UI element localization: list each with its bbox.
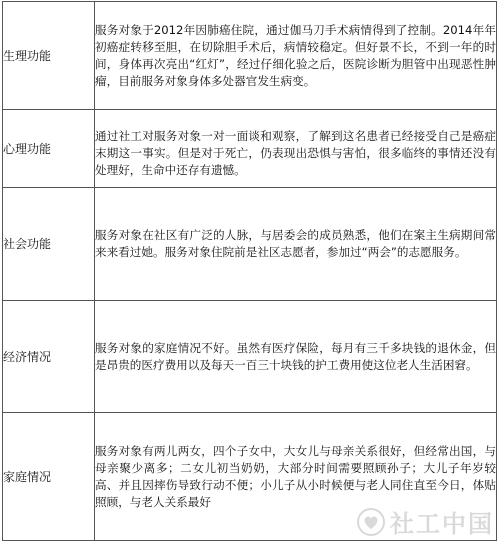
watermark bbox=[356, 504, 494, 539]
row-label-family: 家庭情况 bbox=[3, 413, 95, 541]
row-label-social: 社会功能 bbox=[3, 188, 95, 301]
row-content-psychological: 通过社工对服务对象一对一面谈和观察，了解到这名患者已经接受自己是癌症末期这一事实。但是对于死亡，仍表现出恐惧与害怕，很多临终的事情还没有处理好，生命中还存有遗憾。 bbox=[95, 110, 497, 188]
row-label-physiological: 生理功能 bbox=[3, 2, 95, 110]
row-content-social: 服务对象在社区有广泛的人脉，与居委会的成员熟悉，他们在案主生病期间常来来看过她。服务对象住院前是社区志愿者，参加过“两会”的志愿服务。 bbox=[95, 188, 497, 301]
watermark-heart-icon bbox=[356, 507, 386, 537]
row-content-economic: 服务对象的家庭情况不好。虽然有医疗保险，每月有三千多块钱的退休金，但是昂贵的医疗费用以及每天一百三十块钱的护工费用使这位老人生活困窘。 bbox=[95, 301, 497, 413]
row-label-psychological: 心理功能 bbox=[3, 110, 95, 188]
table-row-psychological bbox=[3, 110, 497, 188]
table-row-economic bbox=[3, 301, 497, 413]
table-row-physiological bbox=[3, 2, 497, 110]
assessment-table bbox=[2, 1, 497, 541]
row-content-physiological: 服务对象于2012年因肺癌住院，通过伽马刀手术病情得到了控制。2014年年初癌症转移至胆，在切除胆手术后，病情较稳定。但好景不长，不到一年的时间，身体再次亮出“红灯”，经过仔细化验之后，医院诊断为胆管中出现恶性肿瘤，目前服务对象身体多处器官发生病变。 bbox=[95, 2, 497, 110]
row-content-family: 服务对象有两儿两女，四个子女中，大女儿与母亲关系很好，但经常出国，与母亲聚少离多；二女儿初当奶奶，大部分时间需要照顾孙子；大儿子年岁较高、并且因摔伤导致行动不便；小儿子从小时候便与老人同住直至今日，体贴照顾，与老人关系最好 bbox=[95, 413, 497, 541]
table-row-social bbox=[3, 188, 497, 301]
watermark-text: 社工中国 bbox=[390, 510, 494, 538]
row-label-economic: 经济情况 bbox=[3, 301, 95, 413]
